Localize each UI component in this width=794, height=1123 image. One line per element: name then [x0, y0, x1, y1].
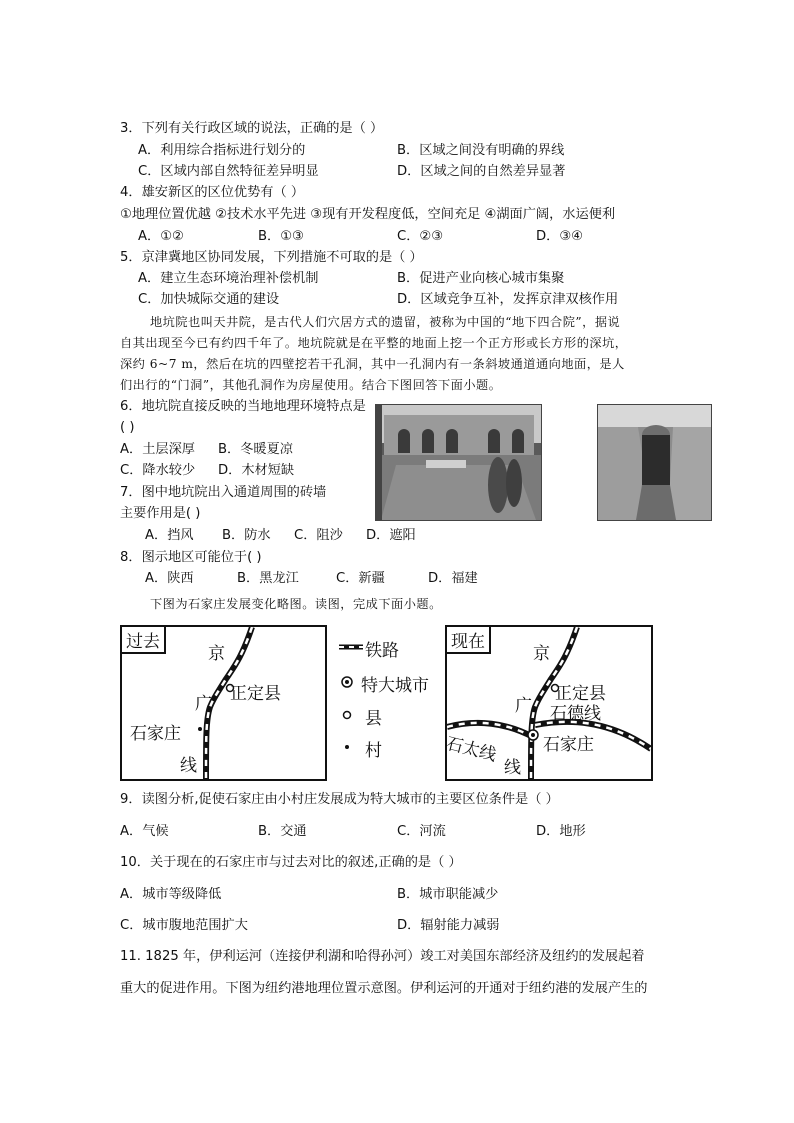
q8-stem: 8．图示地区可能位于( ) — [120, 550, 262, 565]
dikengyuan-entrance-photo — [597, 404, 712, 521]
q3-option-b: B．区域之间没有明确的界线 — [397, 143, 565, 158]
q4-option-a: A．①② — [138, 229, 184, 244]
q10-stem: 10．关于现在的石家庄市与过去对比的叙述,正确的是（ ） — [120, 855, 462, 870]
map-past — [120, 625, 327, 781]
q3-option-d: D．区域之间的自然差异显著 — [397, 164, 566, 179]
map-past-guang: 广 — [195, 694, 212, 714]
q8-option-b: B．黑龙江 — [237, 571, 299, 586]
intro-line-1: 地坑院也叫天井院，是古代人们穴居方式的遗留，被称为中国的“地下四合院”，据说 — [150, 315, 621, 329]
legend-county: 县 — [365, 709, 382, 729]
legend-symbols — [335, 630, 365, 770]
q5-option-d: D．区域竞争互补，发挥京津双核作用 — [397, 292, 619, 307]
q9-option-d: D．地形 — [536, 824, 586, 839]
intro-line-2: 自其出现至今已有约四千年了。地坑院就是在平整的地面上挖一个正方形或长方形的深坑， — [120, 336, 628, 350]
q10-option-d: D．辐射能力减弱 — [397, 918, 500, 933]
q6-option-a: A．土层深厚 — [120, 442, 195, 457]
map-now-shijiazhuang: 石家庄 — [543, 735, 594, 755]
q4-option-c: C．②③ — [397, 229, 444, 244]
q10-option-b: B．城市职能减少 — [397, 887, 499, 902]
legend-rail: 铁路 — [365, 641, 399, 661]
q4-option-d: D．③④ — [536, 229, 583, 244]
intro-line-3: 深约 6~7 m，然后在坑的四壁挖若干孔洞，其中一孔洞内有一条斜坡通道通向地面，是人 — [120, 357, 625, 371]
legend-megacity: 特大城市 — [361, 676, 429, 696]
q10-option-a: A．城市等级降低 — [120, 887, 222, 902]
q8-option-a: A．陕西 — [145, 571, 194, 586]
q11-line-1: 11. 1825 年，伊利运河（连接伊利湖和哈得孙河）竣工对美国东部经济及纽约的发展起着 — [120, 949, 645, 964]
q10-option-c: C．城市腹地范围扩大 — [120, 918, 248, 933]
map-intro: 下图为石家庄发展变化略图。读图，完成下面小题。 — [150, 597, 442, 611]
map-past-shijiazhuang: 石家庄 — [130, 724, 181, 744]
q4-stem: 4．雄安新区的区位优势有（ ） — [120, 185, 305, 200]
map-now — [445, 625, 653, 781]
q6-option-b: B．冬暖夏凉 — [218, 442, 293, 457]
q11-line-2: 重大的促进作用。下图为纽约港地理位置示意图。伊利运河的开通对于纽约港的发展产生的 — [120, 981, 648, 996]
q6-option-d: D．木材短缺 — [218, 463, 295, 478]
shijiazhuang-village-marker — [198, 727, 202, 731]
map-past-tag: 过去 — [122, 627, 166, 654]
q8-option-d: D．福建 — [428, 571, 478, 586]
q3-option-a: A．利用综合指标进行划分的 — [138, 143, 306, 158]
q9-option-a: A．气候 — [120, 824, 169, 839]
q5-option-a: A．建立生态环境治理补偿机制 — [138, 271, 319, 286]
q5-option-c: C．加快城际交通的建设 — [138, 292, 280, 307]
map-past-jing: 京 — [208, 644, 225, 664]
q7-stem-2: 主要作用是( ) — [120, 506, 201, 521]
map-now-jing: 京 — [533, 644, 550, 664]
q5-option-b: B．促进产业向核心城市集聚 — [397, 271, 565, 286]
q7-option-d: D．遮阳 — [366, 528, 416, 543]
q5-stem: 5．京津冀地区协同发展，下列措施不可取的是（ ） — [120, 250, 423, 265]
q6-option-c: C．降水较少 — [120, 463, 196, 478]
legend-village: 村 — [365, 741, 382, 761]
q6-stem: 6．地坑院直接反映的当地地理环境特点是 — [120, 399, 366, 414]
q7-option-b: B．防水 — [222, 528, 271, 543]
map-legend — [335, 630, 440, 770]
q9-option-c: C．河流 — [397, 824, 446, 839]
map-now-shitai: 石太线 — [443, 733, 499, 766]
intro-line-4: 们出行的“门洞”，其他孔洞作为房屋使用。结合下图回答下面小题。 — [120, 378, 502, 392]
q9-stem: 9．读图分析,促使石家庄由小村庄发展成为特大城市的主要区位条件是（ ） — [120, 792, 559, 807]
q4-option-b: B．①③ — [258, 229, 304, 244]
q3-option-c: C．区域内部自然特征差异明显 — [138, 164, 319, 179]
q9-option-b: B．交通 — [258, 824, 307, 839]
q3-stem: 3．下列有关行政区域的说法，正确的是（ ） — [120, 121, 384, 136]
map-now-shide: 石德线 — [550, 704, 601, 724]
q7-option-c: C．阻沙 — [294, 528, 343, 543]
q7-option-a: A．挡风 — [145, 528, 194, 543]
q6-stem-bracket: ( ) — [120, 420, 135, 435]
q8-option-c: C．新疆 — [336, 571, 385, 586]
q4-items: ①地理位置优越 ②技术水平先进 ③现有开发程度低，空间充足 ④湖面广阔，水运便利 — [120, 207, 616, 222]
map-now-guang: 广 — [515, 696, 532, 716]
map-now-tag: 现在 — [447, 627, 491, 654]
map-past-zhengding: 正定县 — [230, 684, 281, 704]
map-now-xian: 线 — [504, 758, 521, 778]
map-past-xian: 线 — [180, 756, 197, 776]
dikengyuan-courtyard-photo — [375, 404, 542, 521]
map-now-zhengding: 正定县 — [555, 684, 606, 704]
q7-stem: 7．图中地坑院出入通道周围的砖墙 — [120, 485, 327, 500]
